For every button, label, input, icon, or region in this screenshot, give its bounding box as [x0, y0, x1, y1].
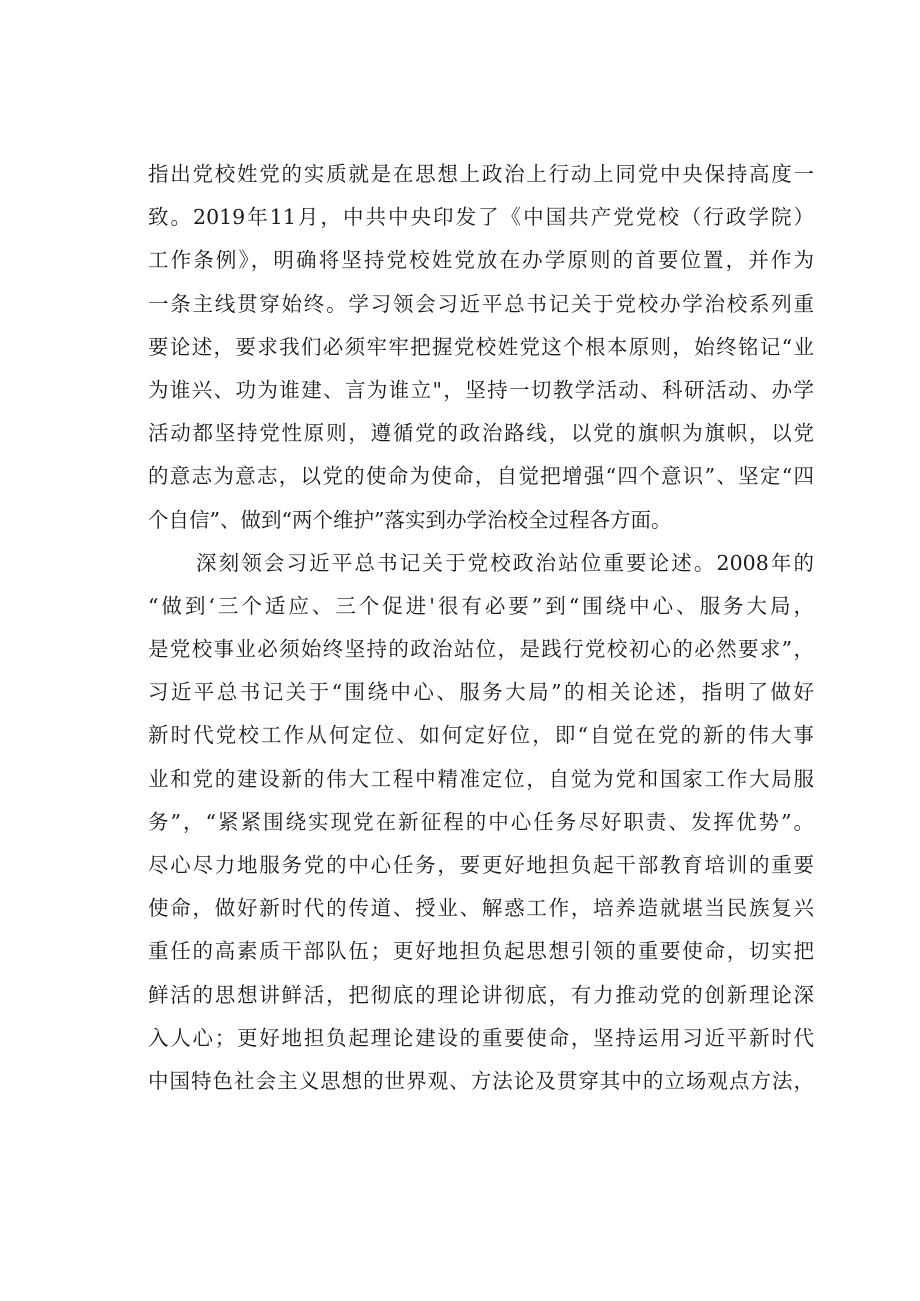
text-line: 是党校事业必须始终坚持的政治站位，是践行党校初心的必然要求”，: [148, 637, 814, 662]
text-line: 业和党的建设新的伟大工程中精准定位，自觉为党和国家工作大局服: [148, 766, 814, 791]
text-line: 为谁兴、功为谁建、言为谁立"，坚持一切教学活动、科研活动、办学: [148, 377, 814, 402]
text-line: 要论述，要求我们必须牢牢把握党校姓党这个根本原则，始终铭记“业: [148, 334, 814, 359]
text-line: 指出党校姓党的实质就是在思想上政治上行动上同党中央保持高度一: [148, 162, 814, 186]
text-line: 的意志为意志，以党的使命为使命，自觉把增强“四个意识”、坚定“四: [148, 464, 814, 489]
text-line-paragraph-start: 深刻领会习近平总书记关于党校政治站位重要论述。2008年的: [196, 550, 814, 575]
text-line: 新时代党校工作从何定位、如何定好位，即“自觉在党的新的伟大事: [148, 723, 814, 748]
text-line: 致。2019年11月，中共中央印发了《中国共产党党校（行政学院）: [148, 205, 814, 230]
text-line-paragraph-end: 个自信”、做到“两个维护”落实到办学治校全过程各方面。: [148, 507, 672, 532]
text-line: 一条主线贯穿始终。学习领会习近平总书记关于党校办学治校系列重: [148, 291, 814, 316]
text-line: 鲜活的思想讲鲜活，把彻底的理论讲彻底，有力推动党的创新理论深: [148, 982, 814, 1007]
text-line: 入人心；更好地担负起理论建设的重要使命，坚持运用习近平新时代: [148, 1025, 814, 1050]
text-line: 活动都坚持党性原则，遵循党的政治路线，以党的旗帜为旗帜，以党: [148, 421, 814, 446]
text-line: 工作条例》，明确将坚持党校姓党放在办学原则的首要位置，并作为: [148, 248, 814, 273]
text-line: 尽心尽力地服务党的中心任务，要更好地担负起干部教育培训的重要: [148, 853, 814, 877]
body-text: [148, 153, 814, 1103]
text-line: 中国特色社会主义思想的世界观、方法论及贯穿其中的立场观点方法，: [148, 1068, 814, 1093]
text-line: 使命，做好新时代的传道、授业、解惑工作，培养造就堪当民族复兴: [148, 896, 814, 921]
text-line: 务”，“紧紧围绕实现党在新征程的中心任务尽好职责、发挥优势”。: [148, 809, 814, 834]
text-line: 重任的高素质干部队伍；更好地担负起思想引领的重要使命，切实把: [148, 939, 814, 964]
text-line: 习近平总书记关于“围绕中心、服务大局”的相关论述，指明了做好: [148, 680, 814, 705]
text-line: “做到‘三个适应、三个促进'很有必要”到“围绕中心、服务大局，: [148, 593, 814, 618]
